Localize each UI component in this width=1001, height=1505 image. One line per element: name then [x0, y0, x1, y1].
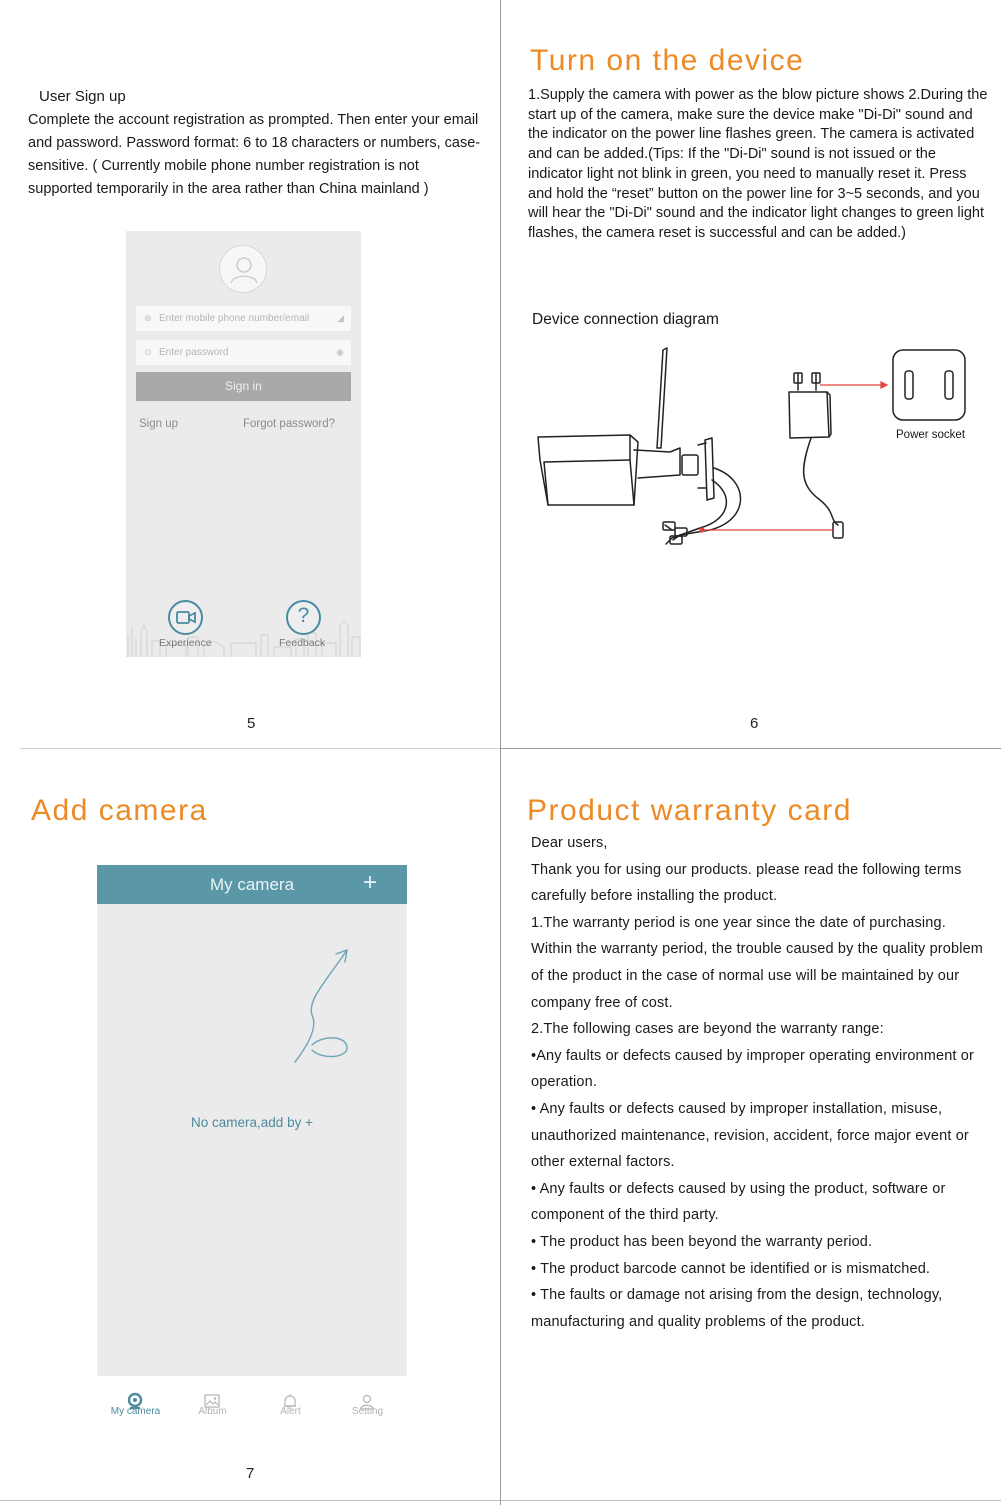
warranty-paragraph: • The product barcode cannot be identified or is mismatched. [531, 1260, 931, 1277]
page-number-5: 5 [247, 715, 256, 732]
bottom-page-edge [0, 1500, 1001, 1501]
user-signup-heading: User Sign up [39, 88, 126, 105]
tab-my-camera[interactable] [97, 1376, 174, 1435]
experience-label: Experience [159, 637, 212, 649]
account-placeholder: Enter mobile phone number/email [159, 313, 310, 324]
add-camera-button[interactable]: + [362, 869, 377, 896]
tab-label-alert: Alert [280, 1406, 301, 1417]
vertical-page-divider [500, 0, 501, 1505]
empty-state-text: No camera,add by + [191, 1115, 313, 1130]
tab-album[interactable] [174, 1376, 251, 1435]
warranty-paragraph: Dear users, [531, 835, 608, 851]
user-signup-text: Complete the account registration as prompted. Then enter your email and password. Password format: 6 to 18 characters or numbers, case-sensitive. ( Currently mobile phone number registration is not supported temporarily in the area rather than China mainland ) [28, 112, 481, 197]
user-icon [220, 246, 268, 294]
diagram-label: Device connection diagram [532, 311, 719, 328]
video-camera-icon [170, 602, 201, 633]
app-header-title: My camera [209, 875, 295, 894]
tab-label-my-camera: My camera [110, 1406, 161, 1417]
horizontal-page-divider-left [20, 748, 500, 749]
warranty-paragraph: Thank you for using our products. please read the following terms carefully before installing the product. [531, 861, 962, 905]
lock-icon: ⊙ [144, 347, 152, 357]
turn-on-device-text: 1.Supply the camera with power as the blow picture shows 2.During the start up of the camera, make sure the device make "Di-Di" sound and the indicator on the power line flashes green. The camera is activated and can be added.(Tips: If the "Di-Di" sound is not issued or the indicator light not blink in green, you need to manually reset it. Press and hold the “reset” button on the power line for 3~5 seconds, and you will hear the "Di-Di" sound and the indicator light changes to green light flashes, the camera reset is successful and can be added.) [528, 87, 988, 241]
tab-label-album: Album [198, 1406, 227, 1417]
page-number-7: 7 [246, 1465, 255, 1482]
turn-on-device-title: Turn on the device [530, 44, 805, 77]
account-input[interactable] [136, 306, 351, 331]
warranty-paragraph: • The product has been beyond the warranty period. [531, 1233, 873, 1250]
password-input[interactable] [136, 340, 351, 365]
page-number-6: 6 [750, 715, 759, 732]
warranty-paragraph: 1.The warranty period is one year since the date of purchasing. Within the warranty period, the trouble caused by the quality problem of the product in the case of normal use will be maintained by our company free of cost. [531, 914, 984, 1011]
arrow-doodle-icon [287, 940, 357, 1070]
tab-alert[interactable] [252, 1376, 329, 1435]
tab-setting[interactable] [329, 1376, 406, 1435]
account-icon: ⊗ [144, 313, 152, 323]
horizontal-page-divider-right [501, 748, 1001, 749]
forgot-password-link[interactable]: Forgot password? [243, 418, 336, 430]
warranty-paragraph: • The faults or damage not arising from the design, technology, manufacturing and quality problems of the product. [531, 1287, 943, 1330]
avatar [219, 245, 267, 293]
warranty-paragraph: • Any faults or defects caused by using the product, software or component of the third party. [531, 1180, 946, 1224]
my-camera-screen-mockup [97, 865, 407, 1435]
power-socket-label: Power socket [896, 429, 966, 441]
warranty-text [531, 830, 991, 1335]
warranty-paragraph: • Any faults or defects caused by improper installation, misuse, unauthorized maintenance, revision, accident, force major event or other external factors. [531, 1100, 969, 1171]
warranty-paragraph: •Any faults or defects caused by improper operating environment or operation. [531, 1047, 974, 1091]
password-placeholder: Enter password [159, 347, 229, 358]
feedback-label: Feedback [279, 637, 326, 649]
warranty-card-title: Product warranty card [527, 794, 852, 827]
dropdown-icon[interactable]: ◢ [337, 313, 344, 323]
question-icon: ? [297, 604, 310, 627]
warranty-paragraph: 2.The following cases are beyond the warranty range: [531, 1021, 884, 1038]
bottom-tab-bar [97, 1376, 407, 1435]
feedback-button[interactable] [286, 600, 321, 635]
add-camera-title: Add camera [31, 794, 208, 827]
signin-button[interactable]: Sign in [136, 372, 351, 401]
signin-screen-mockup [126, 231, 361, 657]
experience-button[interactable] [168, 600, 203, 635]
device-connection-diagram [530, 340, 990, 560]
tab-label-setting: Setting [351, 1406, 384, 1417]
eye-icon[interactable]: ◉ [336, 347, 344, 357]
signup-link[interactable]: Sign up [139, 418, 179, 430]
